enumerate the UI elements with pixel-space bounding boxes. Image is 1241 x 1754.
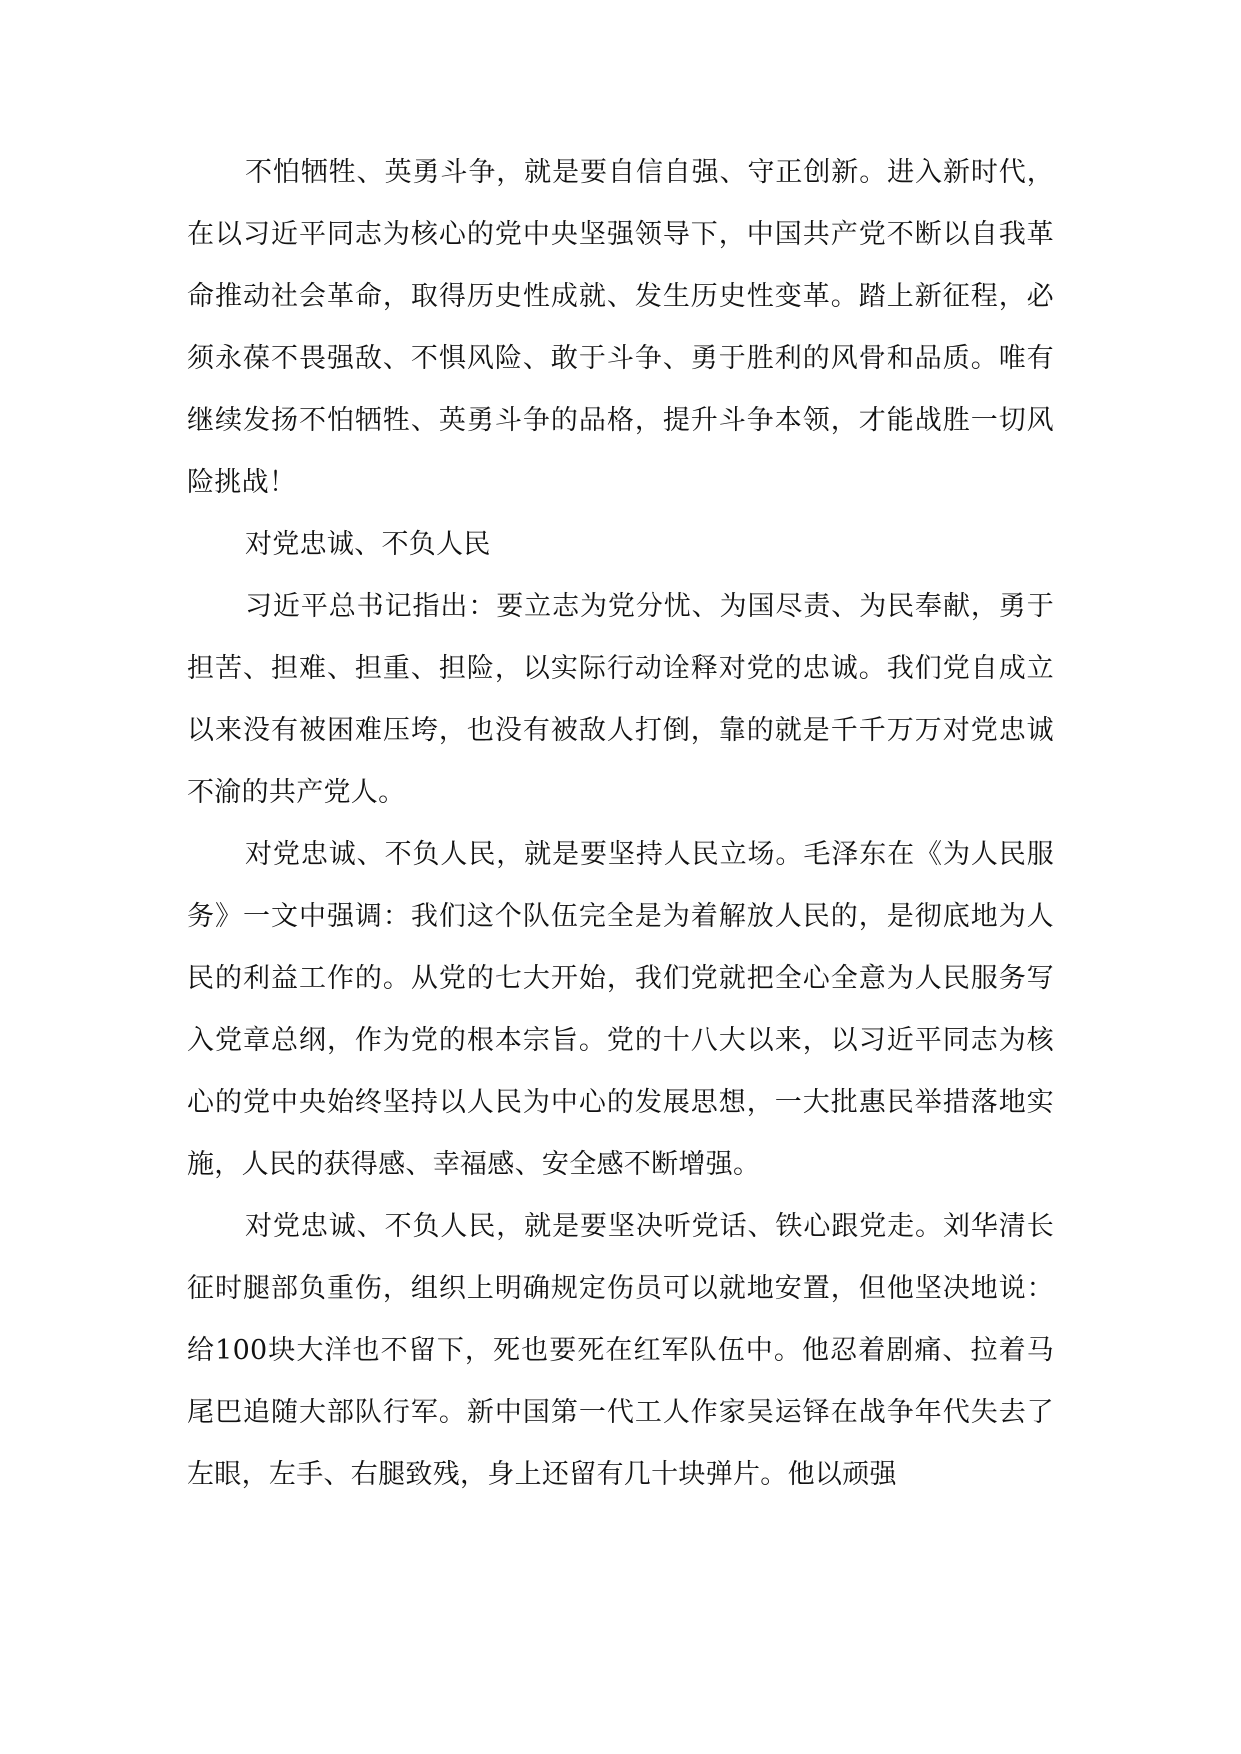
section-heading-loyalty: 对党忠诚、不负人民: [245, 529, 491, 560]
paragraph-courage: 不怕牺牲、英勇斗争，就是要自信自强、守正创新。进入新时代，在以习近平同志为核心的党中央坚强领导下，中国共产党不断以自我革命推动社会革命，取得历史性成就、发生历史性变革。踏上新征程，必须永葆不畏强敌、不惧风险、敢于斗争、勇于胜利的风骨和品质。唯有继续发扬不怕牺牲、英勇斗争的品格，提升斗争本领，才能战胜一切风险挑战！: [187, 157, 1054, 498]
paragraph-loyalty-quote: 习近平总书记指出：要立志为党分忧、为国尽责、为民奉献，勇于担苦、担难、担重、担险，以实际行动诠释对党的忠诚。我们党自成立以来没有被困难压垮，也没有被敌人打倒，靠的就是千千万万对党忠诚不渝的共产党人。: [187, 591, 1054, 808]
document-body: [187, 142, 1054, 1506]
paragraph-follow-party: 对党忠诚、不负人民，就是要坚决听党话、铁心跟党走。刘华清长征时腿部负重伤，组织上明确规定伤员可以就地安置，但他坚决地说：给100块大洋也不留下，死也要死在红军队伍中。他忍着剧痛、拉着马尾巴追随大部队行军。新中国第一代工人作家吴运铎在战争年代失去了左眼，左手、右腿致残，身上还留有几十块弹片。他以顽强: [187, 1211, 1054, 1490]
paragraph-people-stance: 对党忠诚、不负人民，就是要坚持人民立场。毛泽东在《为人民服务》一文中强调：我们这个队伍完全是为着解放人民的，是彻底地为人民的利益工作的。从党的七大开始，我们党就把全心全意为人民服务写入党章总纲，作为党的根本宗旨。党的十八大以来，以习近平同志为核心的党中央始终坚持以人民为中心的发展思想，一大批惠民举措落地实施，人民的获得感、幸福感、安全感不断增强。: [187, 839, 1054, 1180]
